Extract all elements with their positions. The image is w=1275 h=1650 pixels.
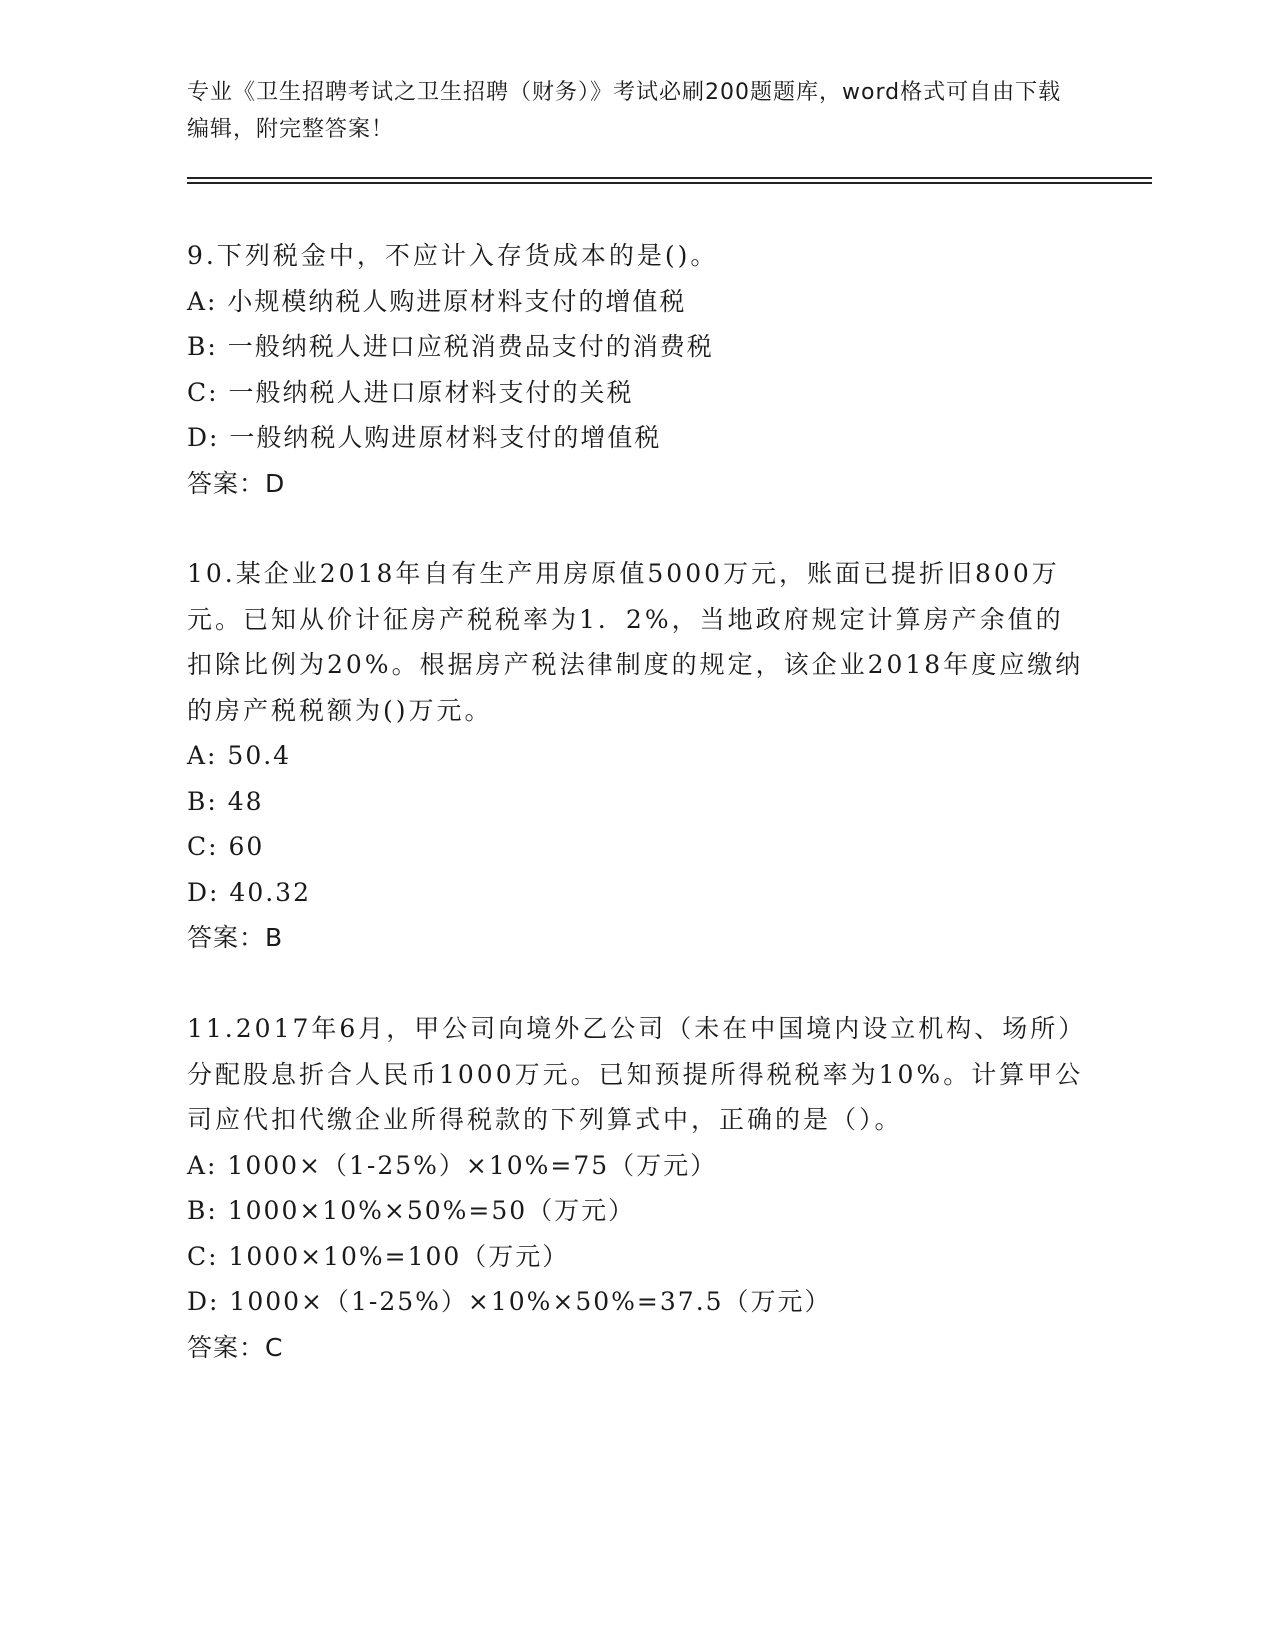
option-a: A: 小规模纳税人购进原材料支付的增值税 — [187, 286, 687, 316]
answer-line: 答案：B — [187, 923, 284, 952]
question-stem: 9.下列税金中，不应计入存货成本的是()。 — [187, 241, 719, 270]
document-header: 专业《卫生招聘考试之卫生招聘（财务）》考试必刷200题题库，word格式可自由下载编辑，附完整答案！ — [187, 80, 1062, 142]
option-c: C: 1000×10%=100（万元） — [187, 1241, 570, 1271]
option-c: C: 一般纳税人进口原材料支付的关税 — [187, 377, 634, 407]
option-b: B: 48 — [187, 786, 264, 816]
header-divider-bottom — [187, 182, 1152, 184]
answer-line: 答案：C — [187, 1332, 284, 1362]
question-stem: 10.某企业2018年自有生产用房原值5000万元，账面已提折旧800万元。已知从价计征房产税税率为1．2%，当地政府规定计算房产余值的扣除比例为20%。根据房产税法律制度的规定，该企业2018年度应缴纳的房产税税额为()万元。 — [187, 559, 1084, 725]
answer-line: 答案：D — [187, 468, 286, 498]
option-b: B: 一般纳税人进口应税消费品支付的消费税 — [187, 332, 714, 361]
question-block — [187, 1006, 1087, 1370]
option-b: B: 1000×10%×50%=50（万元） — [187, 1196, 636, 1225]
question-stem: 11.2017年6月，甲公司向境外乙公司（未在中国境内设立机构、场所）分配股息折合人民币1000万元。已知预提所得税税率为10%。计算甲公司应代扣代缴企业所得税款的下列算式中，正确的是（）。 — [187, 1014, 1087, 1134]
option-a: A: 50.4 — [187, 741, 292, 770]
option-a: A: 1000×（1-25%）×10%=75（万元） — [187, 1150, 718, 1180]
option-d: D: 一般纳税人购进原材料支付的增值税 — [187, 423, 662, 452]
question-block — [187, 551, 1087, 961]
option-d: D: 1000×（1-25%）×10%×50%=37.5（万元） — [187, 1287, 832, 1316]
question-block — [187, 233, 1087, 506]
option-d: D: 40.32 — [187, 877, 311, 907]
option-c: C: 60 — [187, 832, 265, 861]
header-divider-top — [187, 177, 1152, 179]
